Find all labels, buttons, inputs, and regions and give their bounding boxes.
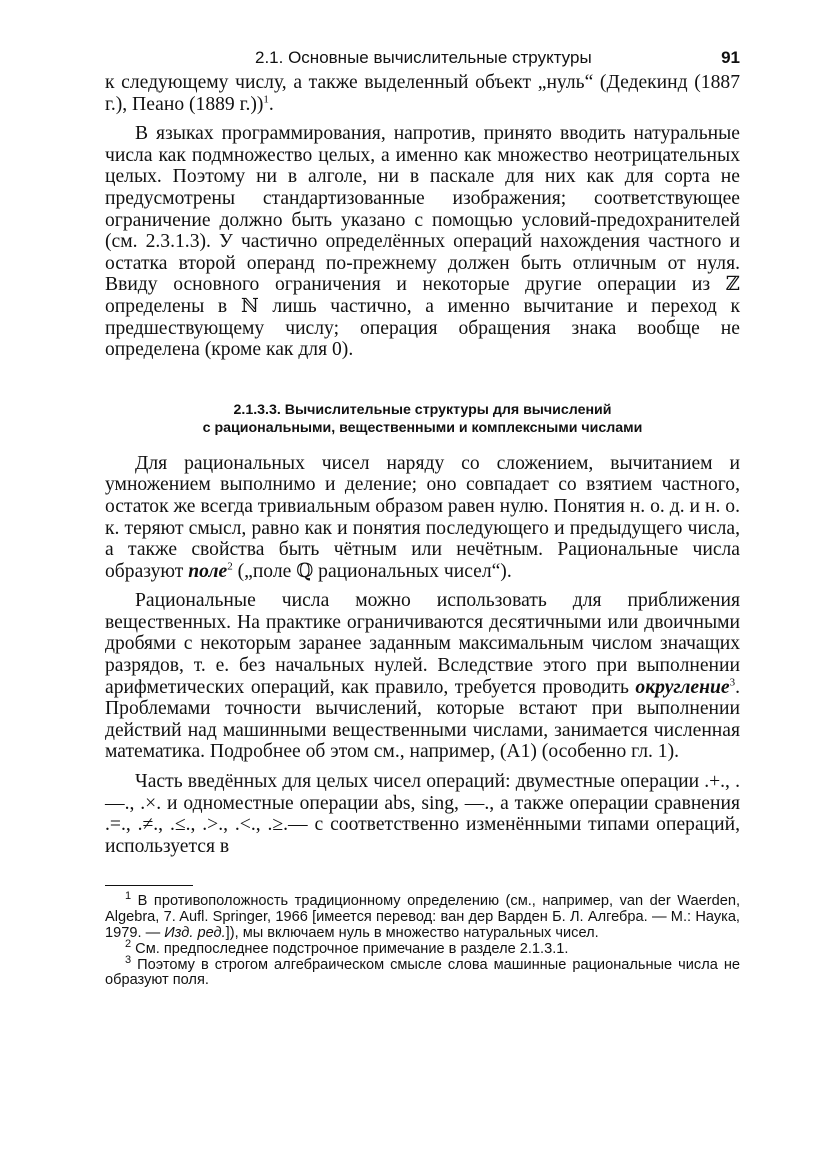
footnote-ref-3: 3 bbox=[729, 676, 736, 689]
footnote-2-text: См. предпоследнее подстрочное примечание в разделе 2.1.3.1. bbox=[131, 940, 569, 957]
footnote-divider bbox=[105, 885, 193, 886]
paragraph-1-text: к следующему числу, а также выделенный объект „нуль“ (Дедекинд (1887 г.), Пеано (1889 г.)) bbox=[105, 72, 740, 115]
paragraph-3 bbox=[105, 453, 740, 583]
section-heading-line-2: с рациональными, вещественными и комплексными числами bbox=[202, 419, 643, 436]
footnote-1 bbox=[105, 890, 740, 941]
footnote-1-text-b: ]), мы включаем нуль в множество натуральных чисел. bbox=[225, 925, 599, 941]
footnote-1-mark: 1 bbox=[125, 890, 132, 903]
section-heading bbox=[105, 401, 740, 437]
paragraph-3-text-b: („поле ℚ рациональных чисел“). bbox=[232, 560, 512, 582]
paragraph-2: В языках программирования, напротив, принято вводить натуральные числа как подмножество целых, а именно как множество неотрицательных целых. Поэтому ни в алголе, ни в паскале для них как для сорта не предусмотрены стандартизованные изображения; соответствующее ограничение должно быть указано с помощью условий-предохранителей (см. 2.3.1.3). У частично определённых операций нахождения частного и остатка второй операнд по-прежнему должен быть отличным от нуля. Ввиду основного ограничения и некоторые другие операции из ℤ определены в ℕ лишь частично, а именно вычитание и переход к предшествующему числу; операция обращения знака вообще не определена (кроме как для 0). bbox=[105, 123, 740, 361]
footnote-3-text: Поэтому в строгом алгебраическом смысле слова машинные рациональные числа не образуют поля. bbox=[105, 956, 740, 989]
footnote-ref-2: 2 bbox=[227, 560, 233, 573]
footnote-1-text-a: В противоположность традиционному определению (см., например, van der Waerden, Algebra, 7. Aufl. Springer, 1966 [имеется перевод: ван дер Варден Б. Л. Алгебра. — М.: Наука, 1979. — bbox=[105, 893, 740, 941]
running-header bbox=[105, 38, 740, 72]
paragraph-5: Часть введённых для целых чисел операций: двуместные операции .+., .—., .×. и одноместные операции abs, sing, —., а также операции сравнения .=., .≠., .≤., .>., .<., .≥.— с соответственно изменёнными типами операций, используется в bbox=[105, 771, 740, 857]
term-field: поле bbox=[188, 560, 228, 582]
paragraph-4-text-b: . Проблемами точности вычислений, которые встают при выполнении действий над машинными вещественными числами, занимается численная математика. Подробнее об этом см., например, (A1) (особенно гл. 1). bbox=[105, 676, 740, 763]
paragraph-4-text-a: Рациональные числа можно использовать для приближения вещественных. На практике ограничиваются десятичными или двоичными дробями с некоторым заранее заданным максимальным числом значащих разрядов, т. е. без начальных нулей. Вследствие этого при выполнении арифметических операций, как правило, требуется проводить bbox=[105, 590, 740, 698]
page-number: 91 bbox=[721, 48, 740, 67]
footnote-2 bbox=[105, 937, 740, 958]
footnote-3-mark: 3 bbox=[125, 953, 132, 966]
footnote-2-mark: 2 bbox=[125, 937, 132, 950]
paragraph-3-text-a: Для рациональных чисел наряду со сложением, вычитанием и умножением выполнимо и деление; оно совпадает со взятием частного, остаток же всегда тривиальным образом равен нулю. Понятия н. о. д. и н. о. к. теряют смысл, равно как и понятия последующего и предыдущего числа, а также свойства быть чётным или нечётным. Рациональные числа образуют bbox=[105, 452, 740, 582]
footnote-3 bbox=[105, 953, 740, 990]
section-heading-line-1: 2.1.3.3. Вычислительные структуры для вычислений bbox=[233, 401, 612, 418]
paragraph-1 bbox=[105, 72, 740, 115]
term-rounding: округление bbox=[635, 676, 730, 698]
running-title: 2.1. Основные вычислительные структуры bbox=[255, 48, 592, 67]
paragraph-4 bbox=[105, 590, 740, 763]
footnote-1-editor-note: Изд. ред. bbox=[164, 925, 226, 941]
footnote-ref-1: 1 bbox=[263, 93, 269, 106]
book-page bbox=[105, 38, 740, 989]
paragraph-1-end: . bbox=[268, 93, 274, 115]
